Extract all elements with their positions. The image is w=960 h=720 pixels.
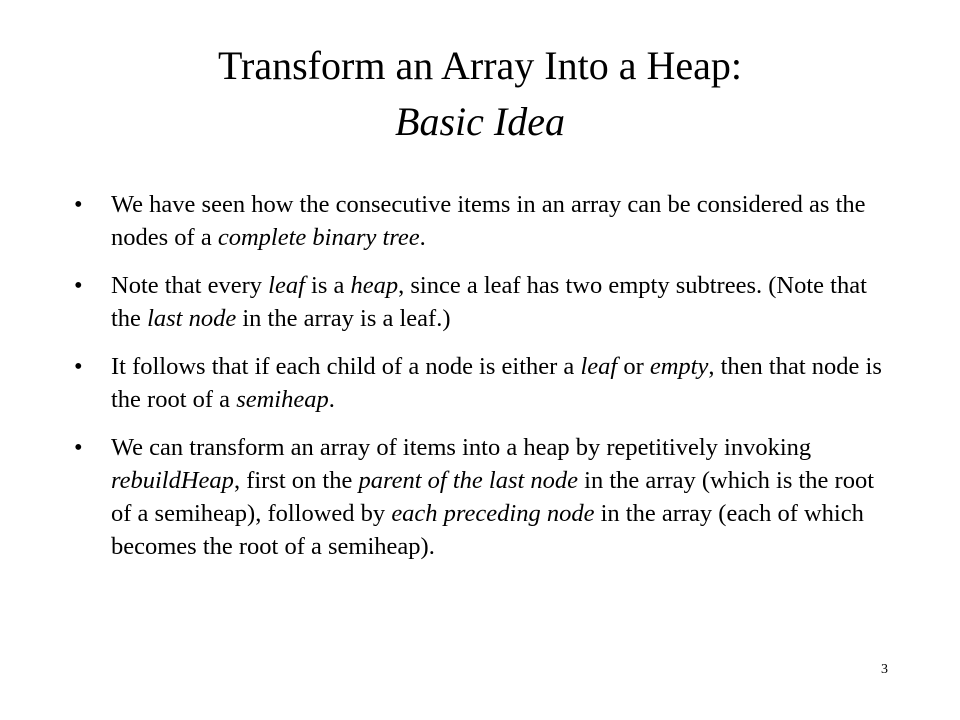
text-run: in the array is a leaf.)	[236, 305, 451, 332]
emphasized-text: leaf	[268, 272, 305, 299]
emphasized-text: complete binary tree	[217, 224, 420, 251]
title-main: Transform an Array Into a Heap:	[218, 43, 742, 88]
text-run: We can transform an array of items into a heap by repetitively invoking	[111, 434, 812, 461]
emphasized-text: rebuildHeap	[111, 467, 234, 494]
emphasized-text: parent of the last node	[358, 467, 579, 494]
bullet-dot-icon: •	[74, 353, 83, 380]
bullet-text	[111, 272, 867, 332]
emphasized-text: last node	[147, 305, 237, 332]
text-run: in the array (each of which becomes the root of a semiheap).	[111, 500, 864, 560]
bullet-dot-icon: •	[74, 272, 83, 299]
text-run: We have seen how the consecutive items in an array can be considered as the nodes of a	[111, 191, 866, 251]
bullet-text	[111, 353, 882, 413]
bullet-item	[74, 350, 894, 416]
text-run: It follows that if each child of a node is either a	[111, 353, 581, 380]
text-run: is a	[304, 272, 351, 299]
text-run: .	[419, 224, 426, 251]
emphasized-text: semiheap	[236, 386, 329, 413]
emphasized-text: empty	[649, 353, 709, 380]
text-run: in the array (which is the root of a semiheap), followed by	[111, 467, 874, 527]
bullet-text	[111, 434, 874, 560]
bullet-text	[111, 191, 866, 251]
bullet-item	[74, 269, 894, 335]
text-run: Note that every	[111, 272, 269, 299]
bullet-item	[74, 188, 894, 254]
bullet-list	[74, 188, 894, 578]
emphasized-text: heap	[350, 272, 399, 299]
emphasized-text: leaf	[580, 353, 618, 380]
slide-title	[0, 38, 960, 150]
emphasized-text: each preceding node	[391, 500, 595, 527]
text-run: , since a leaf has two empty subtrees. (Note that the	[111, 272, 867, 332]
text-run: .	[328, 386, 335, 413]
page-number: 3	[881, 662, 888, 677]
bullet-item	[74, 431, 894, 563]
bullet-dot-icon: •	[74, 191, 83, 218]
title-subtitle: Basic Idea	[395, 99, 565, 144]
bullet-dot-icon: •	[74, 434, 83, 461]
text-run: or	[617, 353, 650, 380]
text-run: , first on the	[233, 467, 359, 494]
text-run: , then that node is the root of a	[111, 353, 882, 413]
